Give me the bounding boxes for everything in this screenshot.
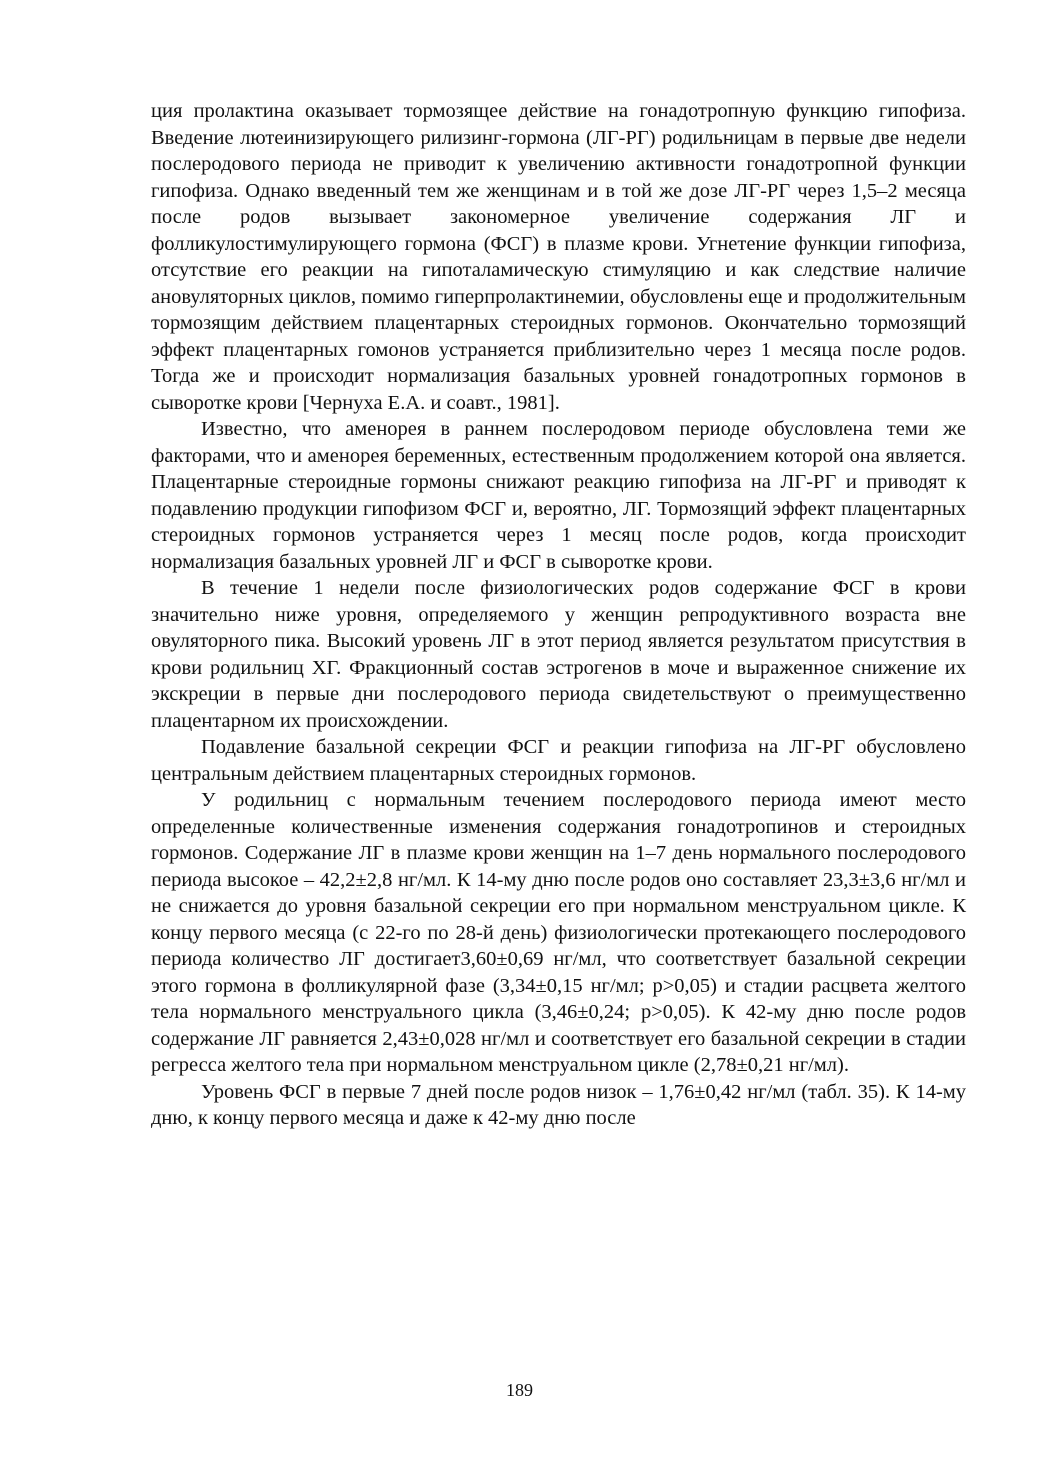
paragraph-4: Подавление базальной секреции ФСГ и реакции гипофиза на ЛГ-РГ обусловлено центральным действием плацентарных стероидных гормонов. xyxy=(151,736,966,785)
paragraph-1: ция пролактина оказывает тормозящее действие на гонадотропную функцию гипофиза. Введение лютеинизирующего рилизинг-гормона (ЛГ-РГ) родильницам в первые две недели послеродового периода не приводит к увеличению активности гонадотропной функции гипофиза. Однако введенный тем же женщинам и в той же дозе ЛГ-РГ через 1,5–2 месяца после родов вызывает закономерное увеличение содержания ЛГ и фолликулостимулирующего гормона (ФСГ) в плазме крови. Угнетение функции гипофиза, отсутствие его реакции на гипоталамическую стимуляцию и как следствие наличие ановуляторных циклов, помимо гиперпролактинемии, обусловлены еще и продолжительным тормозящим действием плацентарных стероидных гормонов. Окончательно тормозящий эффект плацентарных гомонов устраняется приблизительно через 1 месяца после родов. Тогда же и происходит нормализация базальных уровней гонадотропных гормонов в сыворотке крови [Чернуха Е.А. и соавт., 1981]. xyxy=(151,100,966,414)
paragraph-3: В течение 1 недели после физиологических родов содержание ФСГ в крови значительно ниже уровня, определяемого у женщин репродуктивного возраста вне овуляторного пика. Высокий уровень ЛГ в этот период является результатом присутствия в крови родильниц ХГ. Фракционный состав эстрогенов в моче и выраженное снижение их экскреции в первые дни послеродового периода свидетельствуют о преимущественно плацентарном их происхождении. xyxy=(151,577,966,732)
page-body xyxy=(151,98,966,1132)
paragraph-2: Известно, что аменорея в раннем послеродовом периоде обусловлена теми же факторами, что и аменорея беременных, естественным продолжением которой она является. Плацентарные стероидные гормоны снижают реакцию гипофиза на ЛГ-РГ и приводят к подавлению продукции гипофизом ФСГ и, вероятно, ЛГ. Тормозящий эффект плацентарных стероидных гормонов устраняется через 1 месяц после родов, когда происходит нормализация базальных уровней ЛГ и ФСГ в сыворотке крови. xyxy=(151,418,966,573)
paragraph-6: Уровень ФСГ в первые 7 дней после родов низок – 1,76±0,42 нг/мл (табл. 35). К 14-му дню, к концу первого месяца и даже к 42-му дню после xyxy=(151,1080,966,1129)
paragraph-5: У родильниц с нормальным течением послеродового периода имеют место определенные количественные изменения содержания гонадотропинов и стероидных гормонов. Содержание ЛГ в плазме крови женщин на 1–7 день нормального послеродового периода высокое – 42,2±2,8 нг/мл. К 14-му дню после родов оно составляет 23,3±3,6 нг/мл и не снижается до уровня базальной секреции его при нормальном менструальном цикле. К концу первого месяца (с 22-го по 28-й день) физиологически протекающего послеродового периода количество ЛГ достигает3,60±0,69 нг/мл, что соответствует базальной секреции этого гормона в фолликулярной фазе (3,34±0,15 нг/мл; р>0,05) и стадии расцвета желтого тела нормального менструального цикла (3,46±0,24; р>0,05). К 42-му дню после родов содержание ЛГ равняется 2,43±0,028 нг/мл и соответствует его базальной секреции в стадии регресса желтого тела при нормальном менструальном цикле (2,78±0,21 нг/мл). xyxy=(151,789,966,1076)
page-number: 189 xyxy=(506,1380,533,1400)
